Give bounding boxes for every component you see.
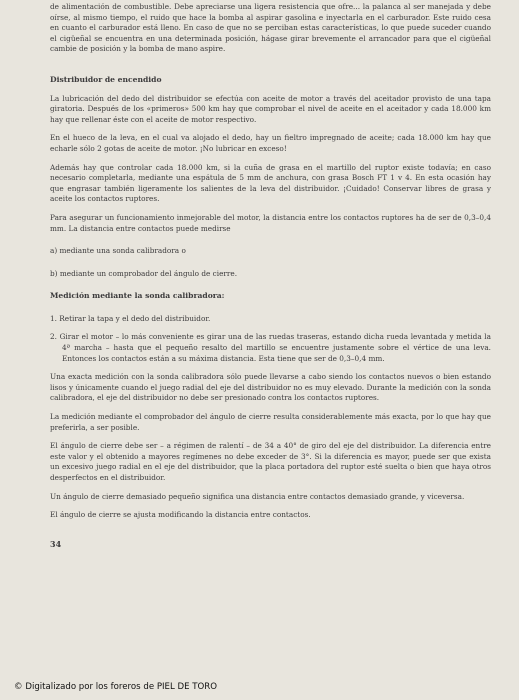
- scan-credit: © Digitalizado por los foreros de PIEL DE TORO: [14, 682, 218, 692]
- step-1: 1. Retirar la tapa y el dedo del distribuidor.: [50, 313, 211, 323]
- paragraph-dwell-angle: El ángulo de cierre debe ser – a régimen de ralentí – de 34 a 40° de giro del eje del distribuidor. La diferencia entre este valor y el obtenido a mayores regímenes no debe exceder de 3°. Si la diferencia es mayor, puede ser que exista un excesivo juego radial en el eje del distribuidor, que la placa portadora del ruptor esté suelta o bien que haya otros desperfectos en el distribuidor.: [50, 441, 491, 482]
- section-heading-distributor: Distribuidor de encendido: [50, 74, 162, 84]
- list-item-b: b) mediante un comprobador del ángulo de cierre.: [50, 268, 238, 278]
- paragraph-adjustment: El ángulo de cierre se ajusta modificando la distancia entre contactos.: [50, 510, 311, 520]
- paragraph-exact-measurement: Una exacta medición con la sonda calibradora sólo puede llevarse a cabo siendo los contactos nuevos o bien estando lisos y únicamente cuando el juego radial del eje del distribuidor no es muy elevado. Durante la medición con la sonda calibradora, el eje del distribuidor no debe ser presionado contra los contactos ruptores.: [50, 372, 491, 403]
- paragraph-grease-wedge: Además hay que controlar cada 18.000 km, si la cuña de grasa en el martillo del ruptor existe todavía; en caso necesario completarla, mediante una espátula de 5 mm de anchura, con grasa Bosch FT 1 v 4. En esta ocasión hay que engrasar también ligeramente los salientes de la leva del distribuidor. ¡Cuidado! Conservar libres de grasa y aceite los contactos ruptores.: [50, 162, 491, 204]
- paragraph-cam-felt: En el hueco de la leva, en el cual va alojado el dedo, hay un fieltro impregnado de aceite; cada 18.000 km hay que echarle sólo 2 gotas de aceite de motor. ¡No lubricar en exceso!: [50, 133, 491, 153]
- step-2: 2. Girar el motor – lo más conveniente es girar una de las ruedas traseras, estando dicha rueda levantada y metida la 4ª marcha – hasta que el pequeño resalto del martillo se encuentre justamente sobre el vértice de una leva. Entonces los contactos están a su máxima distancia. Esta tiene que ser de 0,3–0,4 mm.: [50, 332, 491, 363]
- paragraph-lubrication: La lubricación del dedo del distribuidor se efectúa con aceite de motor a través del aceitador provisto de una tapa giratoria. Después de los «primeros» 500 km hay que comprobar el nivel de aceite en el aceitador y cada 18.000 km hay que rellenar éste con el aceite de motor respectivo.: [50, 93, 491, 124]
- paragraph-fuel-pump: de alimentación de combustible. Debe apreciarse una ligera resistencia que ofre... la palanca al ser manejada y debe oírse, al mismo tiempo, el ruido que hace la bomba al aspirar gasolina e inyectarla en el carburador. Este ruido cesa en cuanto el carburador está lleno. En caso de que no se perciban estas características, lo que puede suceder cuando el cigüeñal se encuentra en una determinada posición, hágase girar brevemente el arrancador para que el cigüeñal cambie de posición y la bomba de mano aspire.: [50, 2, 491, 54]
- paragraph-small-angle: Un ángulo de cierre demasiado pequeño significa una distancia entre contactos demasiado grande, y viceversa.: [50, 491, 465, 501]
- page-number: 34: [50, 538, 62, 549]
- paragraph-dwell-tester: La medición mediante el comprobador del ángulo de cierre resulta considerablemente más exacta, por lo que hay que preferirla, a ser posible.: [50, 412, 491, 432]
- paragraph-contact-gap: Para asegurar un funcionamiento inmejorable del motor, la distancia entre los contactos ruptores ha de ser de 0,3–0,4 mm. La distancia entre contactos puede medirse: [50, 212, 491, 233]
- list-item-a: a) mediante una sonda calibradora o: [50, 246, 186, 256]
- subheading-feeler-gauge: Medición mediante la sonda calibradora:: [50, 291, 225, 301]
